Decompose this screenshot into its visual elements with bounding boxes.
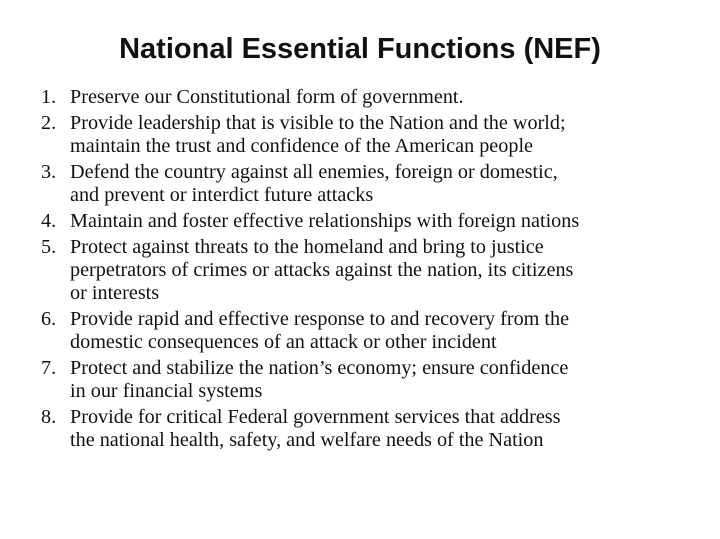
item-number: 8. [41,406,57,428]
item-text-line: the national health, safety, and welfare needs of the Nation [70,429,544,451]
item-text [70,308,569,354]
item-text-line: and prevent or interdict future attacks [70,184,374,206]
item-text [70,357,568,403]
list-item [41,308,711,354]
item-text-line: Maintain and foster effective relationships with foreign nations [70,210,580,232]
item-number: 7. [41,357,57,379]
item-text-line: Protect against threats to the homeland and bring to justice [70,236,544,258]
item-text [70,161,558,207]
item-text-line: Provide leadership that is visible to the Nation and the world; [70,112,566,134]
item-text-line: maintain the trust and confidence of the American people [70,135,534,157]
item-number: 6. [41,308,57,330]
item-text [70,210,579,233]
item-text-line: Defend the country against all enemies, foreign or domestic, [70,161,558,183]
item-text-line: perpetrators of crimes or attacks against the nation, its citizens [70,259,574,281]
item-text-line: or interests [70,282,160,304]
item-text [70,86,464,109]
item-text-line: Provide rapid and effective response to and recovery from the [70,308,570,330]
list-item [41,210,711,233]
item-text-line: Preserve our Constitutional form of government. [70,86,464,108]
list-item [41,406,711,452]
list-item [41,236,711,305]
list-item [41,357,711,403]
list-item [41,86,711,109]
item-number: 1. [41,86,57,108]
item-text-line: domestic consequences of an attack or other incident [70,331,497,353]
list-item [41,161,711,207]
item-text [70,406,561,452]
slide-title: National Essential Functions (NEF) [119,33,601,65]
item-text-line: in our financial systems [70,380,263,402]
item-number: 4. [41,210,57,232]
nef-list [41,86,711,455]
item-text [70,112,566,158]
item-text [70,236,573,305]
item-number: 3. [41,161,57,183]
list-item [41,112,711,158]
item-text-line: Protect and stabilize the nation’s economy; ensure confidence [70,357,569,379]
item-number: 5. [41,236,57,258]
item-number: 2. [41,112,57,134]
item-text-line: Provide for critical Federal government services that address [70,406,561,428]
